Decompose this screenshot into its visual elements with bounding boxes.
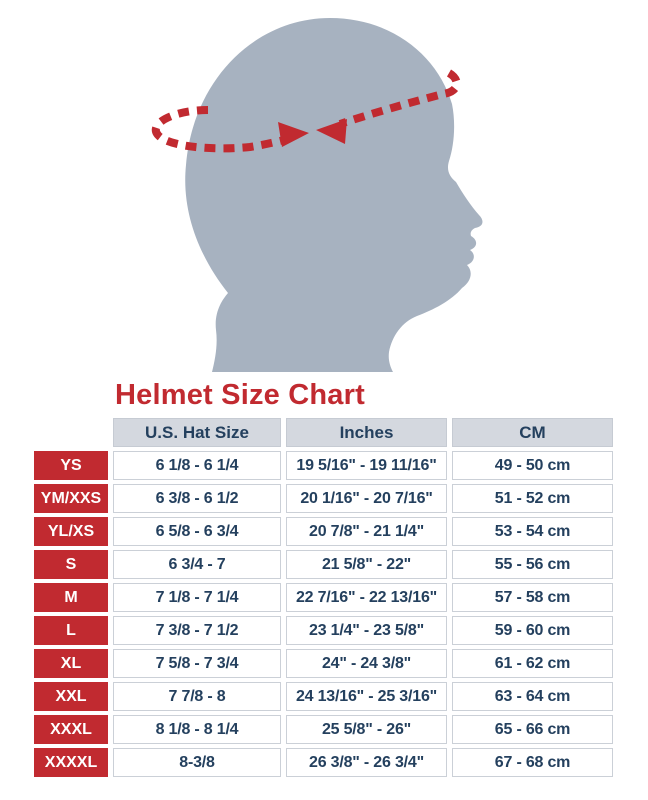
size-label-cell: YL/XS [34,517,108,546]
cm-cell: 65 - 66 cm [452,715,613,744]
hat-size-cell: 6 3/4 - 7 [113,550,281,579]
inches-cell: 26 3/8" - 26 3/4" [286,748,447,777]
size-label-cell: YS [34,451,108,480]
size-label-cell: YM/XXS [34,484,108,513]
cm-cell: 49 - 50 cm [452,451,613,480]
inches-cell: 24 13/16" - 25 3/16" [286,682,447,711]
inches-cell: 23 1/4" - 23 5/8" [286,616,447,645]
cm-cell: 61 - 62 cm [452,649,613,678]
hat-size-cell: 7 3/8 - 7 1/2 [113,616,281,645]
hat-size-cell: 8-3/8 [113,748,281,777]
cm-cell: 57 - 58 cm [452,583,613,612]
size-label-cell: S [34,550,108,579]
size-label-cell: M [34,583,108,612]
inches-cell: 20 1/16" - 20 7/16" [286,484,447,513]
inches-cell: 19 5/16" - 19 11/16" [286,451,447,480]
page-title: Helmet Size Chart [115,379,365,411]
size-label-cell: XXXL [34,715,108,744]
hat-size-cell: 6 3/8 - 6 1/2 [113,484,281,513]
size-label-cell: XL [34,649,108,678]
column-header-inches: Inches [286,418,447,447]
hat-size-cell: 7 7/8 - 8 [113,682,281,711]
inches-cell: 25 5/8" - 26" [286,715,447,744]
column-header-blank [34,418,108,447]
cm-cell: 51 - 52 cm [452,484,613,513]
hat-size-cell: 7 1/8 - 7 1/4 [113,583,281,612]
inches-cell: 22 7/16" - 22 13/16" [286,583,447,612]
column-header-hat-size: U.S. Hat Size [113,418,281,447]
hat-size-cell: 8 1/8 - 8 1/4 [113,715,281,744]
head-measurement-illustration [0,0,648,372]
column-header-cm: CM [452,418,613,447]
size-label-cell: XXXXL [34,748,108,777]
inches-cell: 24" - 24 3/8" [286,649,447,678]
cm-cell: 67 - 68 cm [452,748,613,777]
cm-cell: 53 - 54 cm [452,517,613,546]
hat-size-cell: 7 5/8 - 7 3/4 [113,649,281,678]
size-label-cell: XXL [34,682,108,711]
hat-size-cell: 6 5/8 - 6 3/4 [113,517,281,546]
inches-cell: 20 7/8" - 21 1/4" [286,517,447,546]
hat-size-cell: 6 1/8 - 6 1/4 [113,451,281,480]
inches-cell: 21 5/8" - 22" [286,550,447,579]
size-label-cell: L [34,616,108,645]
helmet-size-table [34,418,648,777]
cm-cell: 59 - 60 cm [452,616,613,645]
head-silhouette [185,18,482,372]
cm-cell: 63 - 64 cm [452,682,613,711]
cm-cell: 55 - 56 cm [452,550,613,579]
